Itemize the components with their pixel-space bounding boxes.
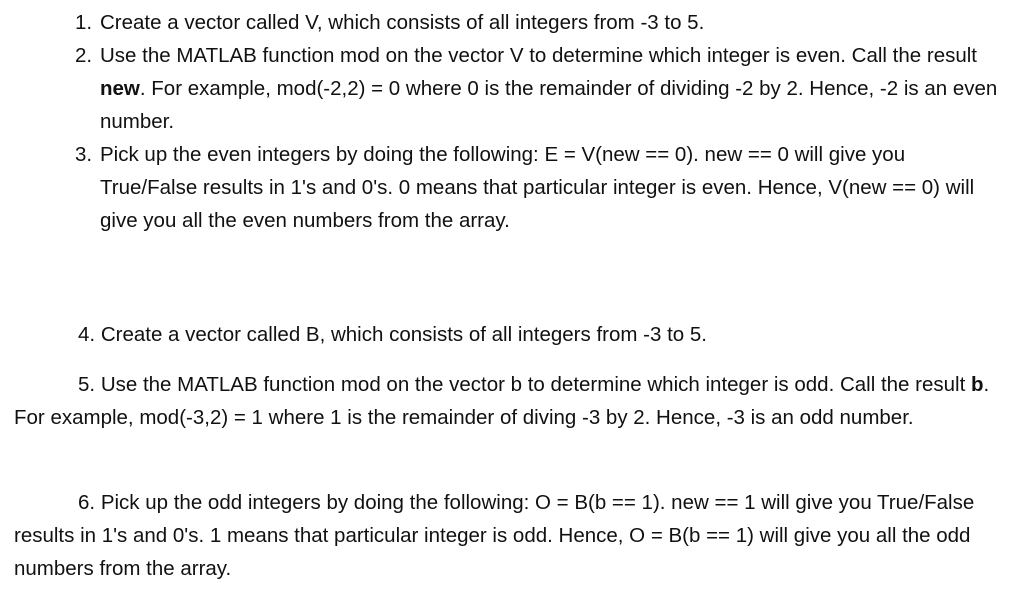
bold-term: new xyxy=(100,77,140,100)
bold-term: b xyxy=(970,373,984,396)
paragraph-text: . For example, mod(-3,2) = 1 where 1 is the remainder of diving -3 by 2. Hence, -3 is an odd number. xyxy=(14,373,990,429)
paragraph-number: 6. xyxy=(78,491,96,514)
paragraph xyxy=(14,368,1004,434)
paragraph-text: Create a vector called B, which consists of all integers from -3 to 5. xyxy=(100,323,707,346)
paragraph-text: Use the MATLAB function mod on the vector b to determine which integer is odd. Call the result xyxy=(100,373,971,396)
paragraph-number: 4. xyxy=(78,323,96,346)
list-item-number: 2. xyxy=(75,44,93,67)
list-item-number: 3. xyxy=(75,143,93,166)
paragraph xyxy=(14,486,1004,585)
list-item xyxy=(0,138,1024,237)
list-item xyxy=(0,39,1024,138)
list-item-text: . For example, mod(-2,2) = 0 where 0 is the remainder of dividing -2 by 2. Hence, -2 is an even number. xyxy=(100,77,998,133)
instruction-list xyxy=(0,6,1024,237)
list-item-text: Create a vector called V, which consists of all integers from -3 to 5. xyxy=(100,11,705,34)
list-item-text: Pick up the even integers by doing the following: E = V(new == 0). new == 0 will give you True/False results in 1's and 0's. 0 means that particular integer is even. Hence, V(new == 0) will give you all the even numbers from the array. xyxy=(100,143,975,232)
paragraph-number: 5. xyxy=(78,373,96,396)
list-item-text: Use the MATLAB function mod on the vector V to determine which integer is even. Call the result xyxy=(100,44,977,67)
paragraph xyxy=(14,318,1004,351)
paragraph-text: Pick up the odd integers by doing the following: O = B(b == 1). new == 1 will give you True/False results in 1's and 0's. 1 means that particular integer is odd. Hence, O = B(b == 1) will give you all the odd numbers from the array. xyxy=(14,491,975,580)
list-item-number: 1. xyxy=(75,11,93,34)
list-item xyxy=(0,6,1024,39)
